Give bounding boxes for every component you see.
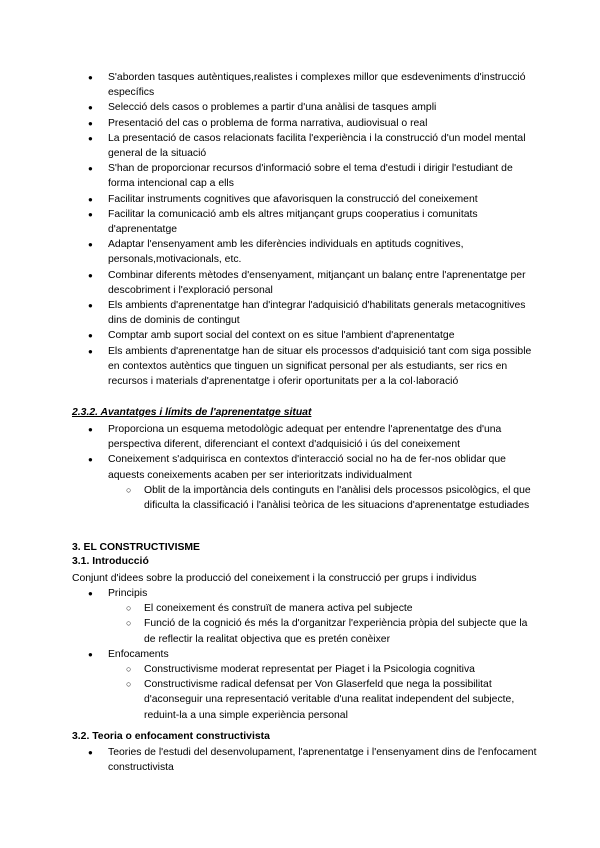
section-3-1-intro: Conjunt d'idees sobre la producció del coneixement i la construcció per grups i individus [72, 573, 477, 584]
section-3-1-list [0, 586, 600, 723]
list-item: ● Selecció dels casos o problemes a partir d'una anàlisi de tasques ampli [0, 100, 600, 115]
list-item: ● S'aborden tasques autèntiques,realistes i complexes millor que esdeveniments d'instrucció específics [0, 70, 600, 100]
section-3-2-list [0, 745, 600, 775]
list-item: ● La presentació de casos relacionats facilita l'experiència i la construcció d'un model mental general de la situació [0, 131, 600, 161]
list-item: ● Coneixement s'adquirisca en contextos d'interacció social no ha de fer-nos oblidar que aquests coneixements acaben per ser interioritzats individualment [0, 452, 600, 482]
list-item: ● Els ambients d'aprenentatge han de situar els processos d'adquisició tant com siga possible en contextos autèntics que tinguen un significat personal per als estudiants, ser rics en recursos i materials d'aprenentatge i oferir oportunitats per a la col·laboració [0, 344, 600, 390]
list-item: ● Comptar amb suport social del context on es situe l'ambient d'aprenentatge [0, 328, 600, 343]
situated-learning-list [0, 70, 600, 389]
list-subitem: ○ Funció de la cognició és més la d'organitzar l'experiència pròpia del subjecte que la de reflectir la realitat objectiva que es pretén conèixer [0, 616, 600, 646]
section-3-heading: 3. EL CONSTRUCTIVISME [72, 542, 200, 553]
list-item: ● Els ambients d'aprenentatge han d'integrar l'adquisició d'habilitats generals metacognitives dins de dominis de contingut [0, 298, 600, 328]
section-2-3-2-heading: 2.3.2. Avantatges i límits de l'aprenentatge situat [72, 407, 312, 418]
principis-item: ● Principis [0, 586, 600, 601]
list-subitem: ○ El coneixement és construït de manera activa pel subjecte [0, 601, 600, 616]
section-3-1-heading: 3.1. Introducció [72, 556, 149, 567]
list-item: ● Proporciona un esquema metodològic adequat per entendre l'aprenentatge des d'una perspectiva diferent, diferenciant el context d'adquisició i ús del coneixement [0, 422, 600, 452]
section-3-2-heading: 3.2. Teoria o enfocament constructivista [72, 731, 270, 742]
enfocaments-item: ● Enfocaments [0, 647, 600, 662]
list-item: ● S'han de proporcionar recursos d'informació sobre el tema d'estudi i dirigir l'estudiant de forma intencional cap a ells [0, 161, 600, 191]
list-item: ● Presentació del cas o problema de forma narrativa, audiovisual o real [0, 116, 600, 131]
list-item: ● Combinar diferents mètodes d'ensenyament, mitjançant un balanç entre l'aprenentatge per descobriment i l'exploració personal [0, 268, 600, 298]
list-subitem: ○ Constructivisme moderat representat per Piaget i la Psicologia cognitiva [0, 662, 600, 677]
list-item: ● Adaptar l'ensenyament amb les diferències individuals en aptituds cognitives, personals,motivacionals, etc. [0, 237, 600, 267]
list-subitem: ○ Constructivisme radical defensat per Von Glaserfeld que nega la possibilitat d'aconseguir una representació veritable d'una realitat independent del subjecte, reduint-la a una simple experiència personal [0, 677, 600, 723]
list-item: ● Teories de l'estudi del desenvolupament, l'aprenentatge i l'ensenyament dins de l'enfocament constructivista [0, 745, 600, 775]
list-subitem: ○ Oblit de la importància dels continguts en l'anàlisi dels processos psicològics, el que dificulta la classificació i l'anàlisi teòrica de les situacions d'aprenentatge estudiades [0, 483, 600, 513]
list-item: ● Facilitar instruments cognitives que afavorisquen la construcció del coneixement [0, 192, 600, 207]
list-item: ● Facilitar la comunicació amb els altres mitjançant grups cooperatius i comunitats d'aprenentatge [0, 207, 600, 237]
section-2-3-2-list [0, 422, 600, 513]
